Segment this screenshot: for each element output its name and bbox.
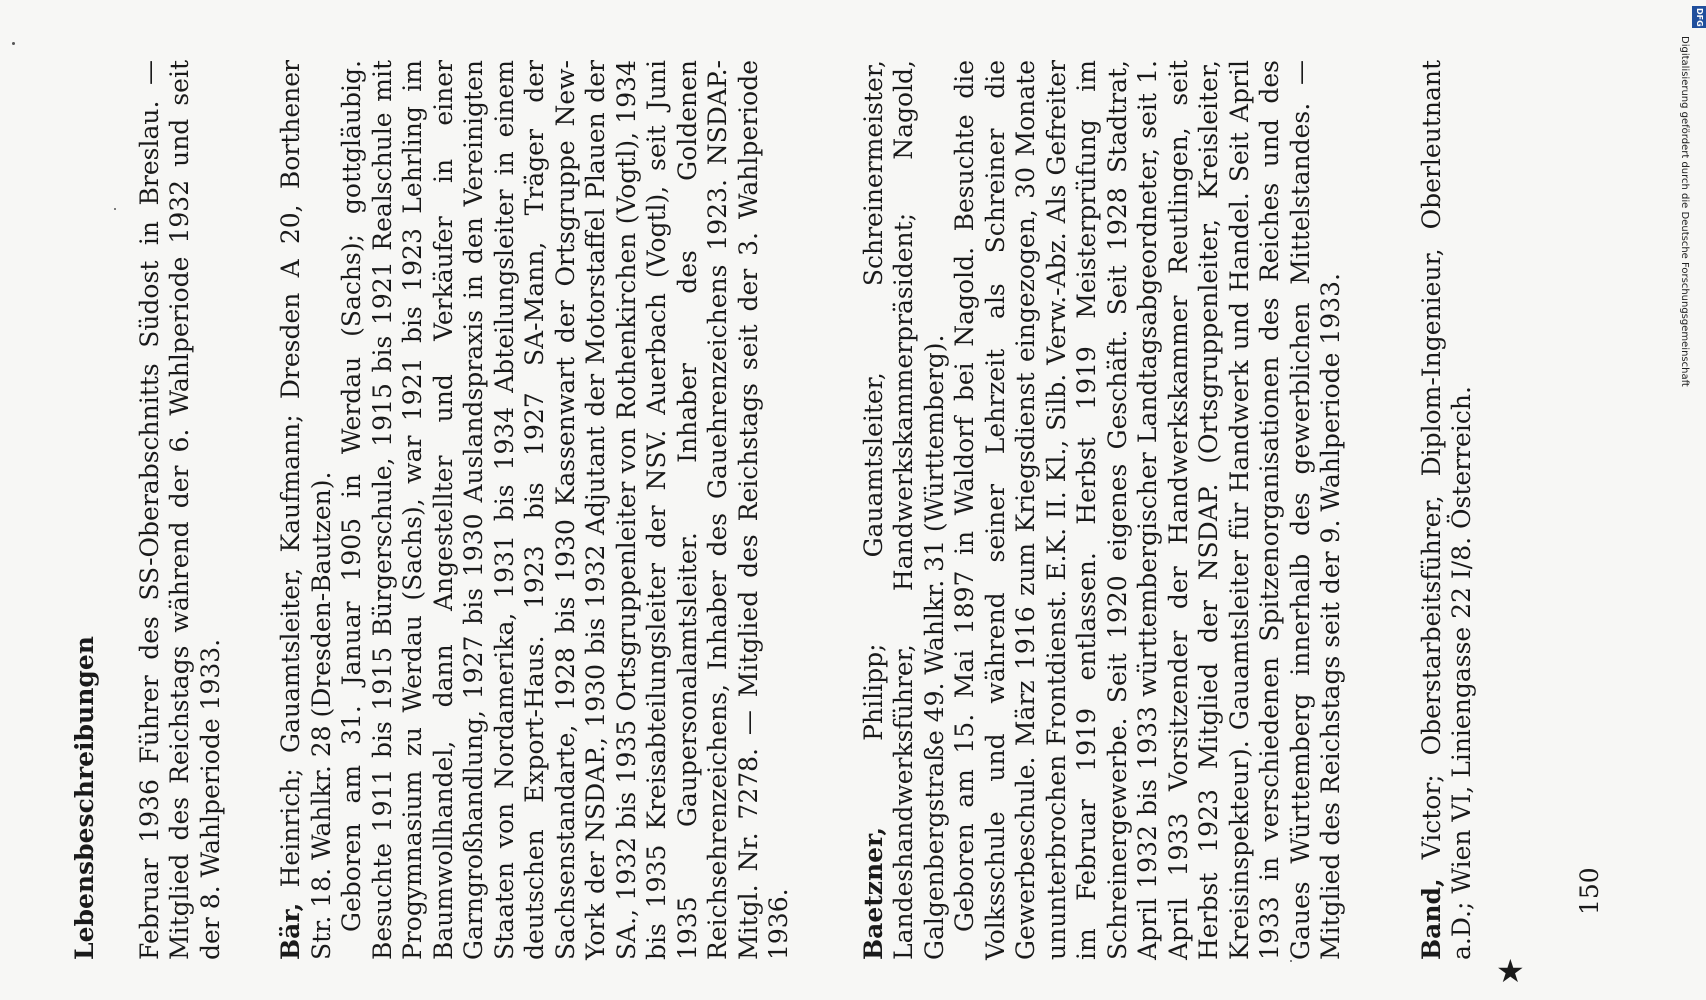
star-icon: ★ xyxy=(1496,952,1525,990)
scan-speck xyxy=(114,208,116,210)
entry-name: Band, xyxy=(1416,878,1446,960)
entry-continuation xyxy=(135,60,227,960)
digitization-note: Digitalisierung gefördert durch die Deutsche Forschungsgemeinschaft xyxy=(1679,36,1690,387)
entry-head-text: Philipp; Gauamtsleiter, Schreinermeister, Landeshandwerksführer, Handwerkskammerpräsident; Nagold, Galgenbergstraße 49. Wahlkr. 31 (Württemberg). xyxy=(858,60,949,960)
entry-body: Geboren am 15. Mai 1897 in Waldorf bei Nagold. Besuchte die Volksschule und während seiner Lehrzeit als Schreiner die Gewerbeschule. März 1916 zum Kriegsdienst eingezogen, 30 Monate ununterbrochen Frontdienst. E.K. II. Kl., Silb. Verw.-Abz. Als Gefreiter im Februar 1919 entlassen. Herbst 1919 Meisterprüfung im Schreinergewerbe. Seit 1920 eigenes Geschäft. Seit 1928 Stadtrat, April 1932 bis 1933 württembergischer Landtagsabgeordneter, seit 1. April 1933 Vorsitzender der Handwerkskammer Reutlingen, seit Herbst 1923 Mitglied der NSDAP. (Ortsgruppenleiter, Kreisleiter, Kreisinspekteur). Gauamtsleiter für Handwerk und Handel. Seit April 1933 in verschiedenen Spitzenorganisationen des Reiches und des Gaues Württemberg innerhalb des gewerblichen Mittelstandes. — Mitglied des Reichstags seit der 9. Wahlperiode 1933. xyxy=(950,60,1345,960)
page-number: 150 xyxy=(1575,867,1604,915)
dfg-logo: DFG xyxy=(1692,6,1706,28)
entry-name: Bär, xyxy=(276,902,305,960)
entry-heading xyxy=(276,60,337,960)
entry-text: Februar 1936 Führer des SS-Oberabschnitts Südost in Breslau. — Mitglied des Reichstags während der 6. Wahlperiode 1932 und seit der 8. Wahlperiode 1933. xyxy=(134,60,225,960)
scan-speck xyxy=(1290,960,1292,962)
entry-band xyxy=(1417,60,1478,960)
entry-body: Geboren am 31. Januar 1905 in Werdau (Sachs); gottgläubig. Besuchte 1911 bis 1915 Bürgerschule, 1915 bis 1921 Realschule mit Progymnasium zu Werdau (Sachs), war 1921 bis 1923 Lehrling im Baumwollhandel, dann Angestellter und Verkäufer in einer Garngroßhandlung, 1927 bis 1930 Auslandspraxis in den Vereinigten Staaten von Nordamerika, 1931 bis 1934 Abteilungsleiter in einem deutschen Export-Haus. 1923 bis 1927 SA-Mann, Träger der Sachsenstandarte, 1928 bis 1930 Kassenwart der Ortsgruppe New-York der NSDAP., 1930 bis 1932 Adjutant der Motorstaffel Plauen der SA., 1932 bis 1935 Ortsgruppenleiter von Rothenkirchen (Vogtl), 1934 bis 1935 Kreisabteilungsleiter der NSV. Auerbach (Vogtl), seit Juni 1935 Gaupersonalamtsleiter. Inhaber des Goldenen Reichsehrenzeichens, Inhaber des Gauehrenzeichens 1923. NSDAP.-Mitgl. Nr. 7278. — Mitglied des Reichstags seit der 3. Wahlperiode 1936. xyxy=(337,60,793,960)
entry-head-text: Victor; Oberstarbeitsführer, Diplom-Ingenieur, Oberleutnant a.D.; Wien VI, Liniengasse 22 I/8. Österreich. xyxy=(1416,60,1476,960)
entry-baetzner xyxy=(859,60,1347,960)
scan-speck xyxy=(12,42,15,45)
running-header: Lebensbeschreibungen xyxy=(70,636,99,960)
entry-baer xyxy=(276,60,795,960)
rotated-text-block xyxy=(70,60,1478,960)
entry-heading xyxy=(1417,60,1478,960)
entry-name: Baetzner, xyxy=(858,826,888,960)
entry-heading xyxy=(859,60,951,960)
entry-head-text: Heinrich; Gauamtsleiter, Kaufmann; Dresden A 20, Borthener Str. 18. Wahlkr. 28 (Dresden-Bautzen). xyxy=(276,60,336,960)
